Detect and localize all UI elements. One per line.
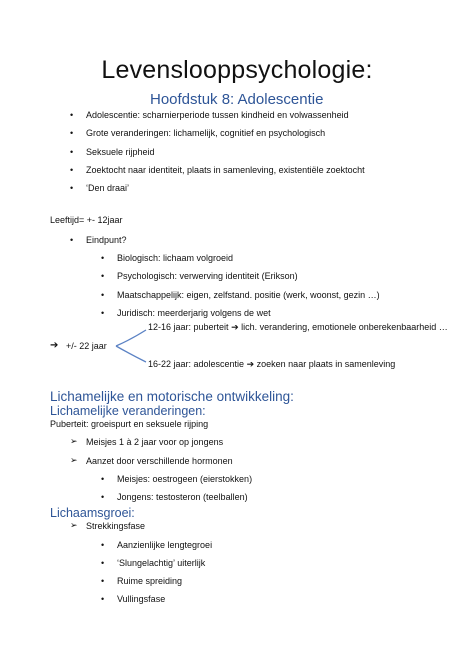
list-item: Vullingsfase — [117, 594, 166, 604]
bullet-dot-icon: • — [101, 594, 105, 604]
bullet-dot-icon: • — [101, 540, 105, 550]
bullet-dot-icon: • — [70, 128, 74, 138]
list-item: Grote veranderingen: lichamelijk, cognitief en psychologisch — [86, 128, 326, 138]
groei-heading: Lichaamsgroei: — [50, 506, 135, 520]
bullet-dot-icon: • — [70, 235, 74, 245]
list-item: Biologisch: lichaam volgroeid — [117, 253, 234, 263]
bullet-dot-icon: • — [70, 183, 74, 193]
branch-bottom-label: 16-22 jaar: adolescentie — [148, 359, 245, 369]
age22-line: +/- 22 jaar — [66, 341, 107, 351]
list-item: Maatschappelijk: eigen, zelfstand. positie (werk, woonst, gezin …) — [117, 290, 380, 300]
list-item: Zoektocht naar identiteit, plaats in samenleving, existentiële zoektocht — [86, 165, 365, 175]
branch-bottom-line — [148, 359, 395, 370]
arrowhead-bullet-icon: ➢ — [70, 436, 78, 446]
arrowhead-bullet-icon: ➢ — [70, 455, 78, 465]
bullet-dot-icon: • — [101, 474, 105, 484]
branch-top-rest: lich. verandering, emotionele onberekenbaarheid … — [241, 322, 448, 332]
list-item: Juridisch: meerderjarig volgens de wet — [117, 308, 271, 318]
bullet-dot-icon: • — [101, 308, 105, 318]
list-item: Strekkingsfase — [86, 521, 146, 531]
list-item: Meisjes: oestrogeen (eierstokken) — [117, 474, 253, 484]
branch-top-label: 12-16 jaar: puberteit — [148, 322, 229, 332]
bullet-dot-icon: • — [101, 271, 105, 281]
list-item: Meisjes 1 à 2 jaar voor op jongens — [86, 437, 224, 447]
sub-heading: Lichamelijke veranderingen: — [50, 404, 206, 418]
list-item: Jongens: testosteron (teelballen) — [117, 492, 248, 502]
bullet-dot-icon: • — [101, 558, 105, 568]
page-title: Levenslooppsychologie: — [101, 56, 373, 84]
arrowhead-bullet-icon: ➢ — [70, 520, 78, 530]
branch-bottom-rest: zoeken naar plaats in samenleving — [256, 359, 396, 369]
eindpunt-label: Eindpunt? — [86, 235, 127, 245]
puberteit-line: Puberteit: groeispurt en seksuele rijping — [50, 419, 209, 429]
list-item: Adolescentie: scharnierperiode tussen kindheid en volwassenheid — [86, 110, 349, 120]
right-arrow-icon: ➔ — [231, 322, 239, 332]
list-item: ‘Den draai’ — [86, 183, 130, 193]
section-heading: Lichamelijke en motorische ontwikkeling: — [50, 389, 294, 404]
list-item: Ruime spreiding — [117, 576, 183, 586]
bullet-dot-icon: • — [101, 253, 105, 263]
bullet-dot-icon: • — [70, 165, 74, 175]
branch-lines — [112, 326, 152, 366]
right-arrow-icon: ➔ — [246, 359, 255, 369]
list-item: Aanzienlijke lengtegroei — [117, 540, 213, 550]
list-item: Psychologisch: verwerving identiteit (Erikson) — [117, 271, 298, 281]
bullet-dot-icon: • — [101, 492, 105, 502]
bullet-dot-icon: • — [101, 576, 105, 586]
leeftijd-line: Leeftijd= +- 12jaar — [50, 215, 123, 225]
list-item: ‘Slungelachtig’ uiterlijk — [117, 558, 206, 568]
chapter-heading: Hoofdstuk 8: Adolescentie — [150, 91, 324, 108]
list-item: Aanzet door verschillende hormonen — [86, 456, 233, 466]
bullet-dot-icon: • — [101, 290, 105, 300]
bullet-dot-icon: • — [70, 110, 74, 120]
branch-top-line — [148, 322, 448, 333]
list-item: Seksuele rijpheid — [86, 147, 155, 157]
bullet-dot-icon: • — [70, 147, 74, 157]
right-arrow-icon: ➔ — [50, 340, 59, 351]
